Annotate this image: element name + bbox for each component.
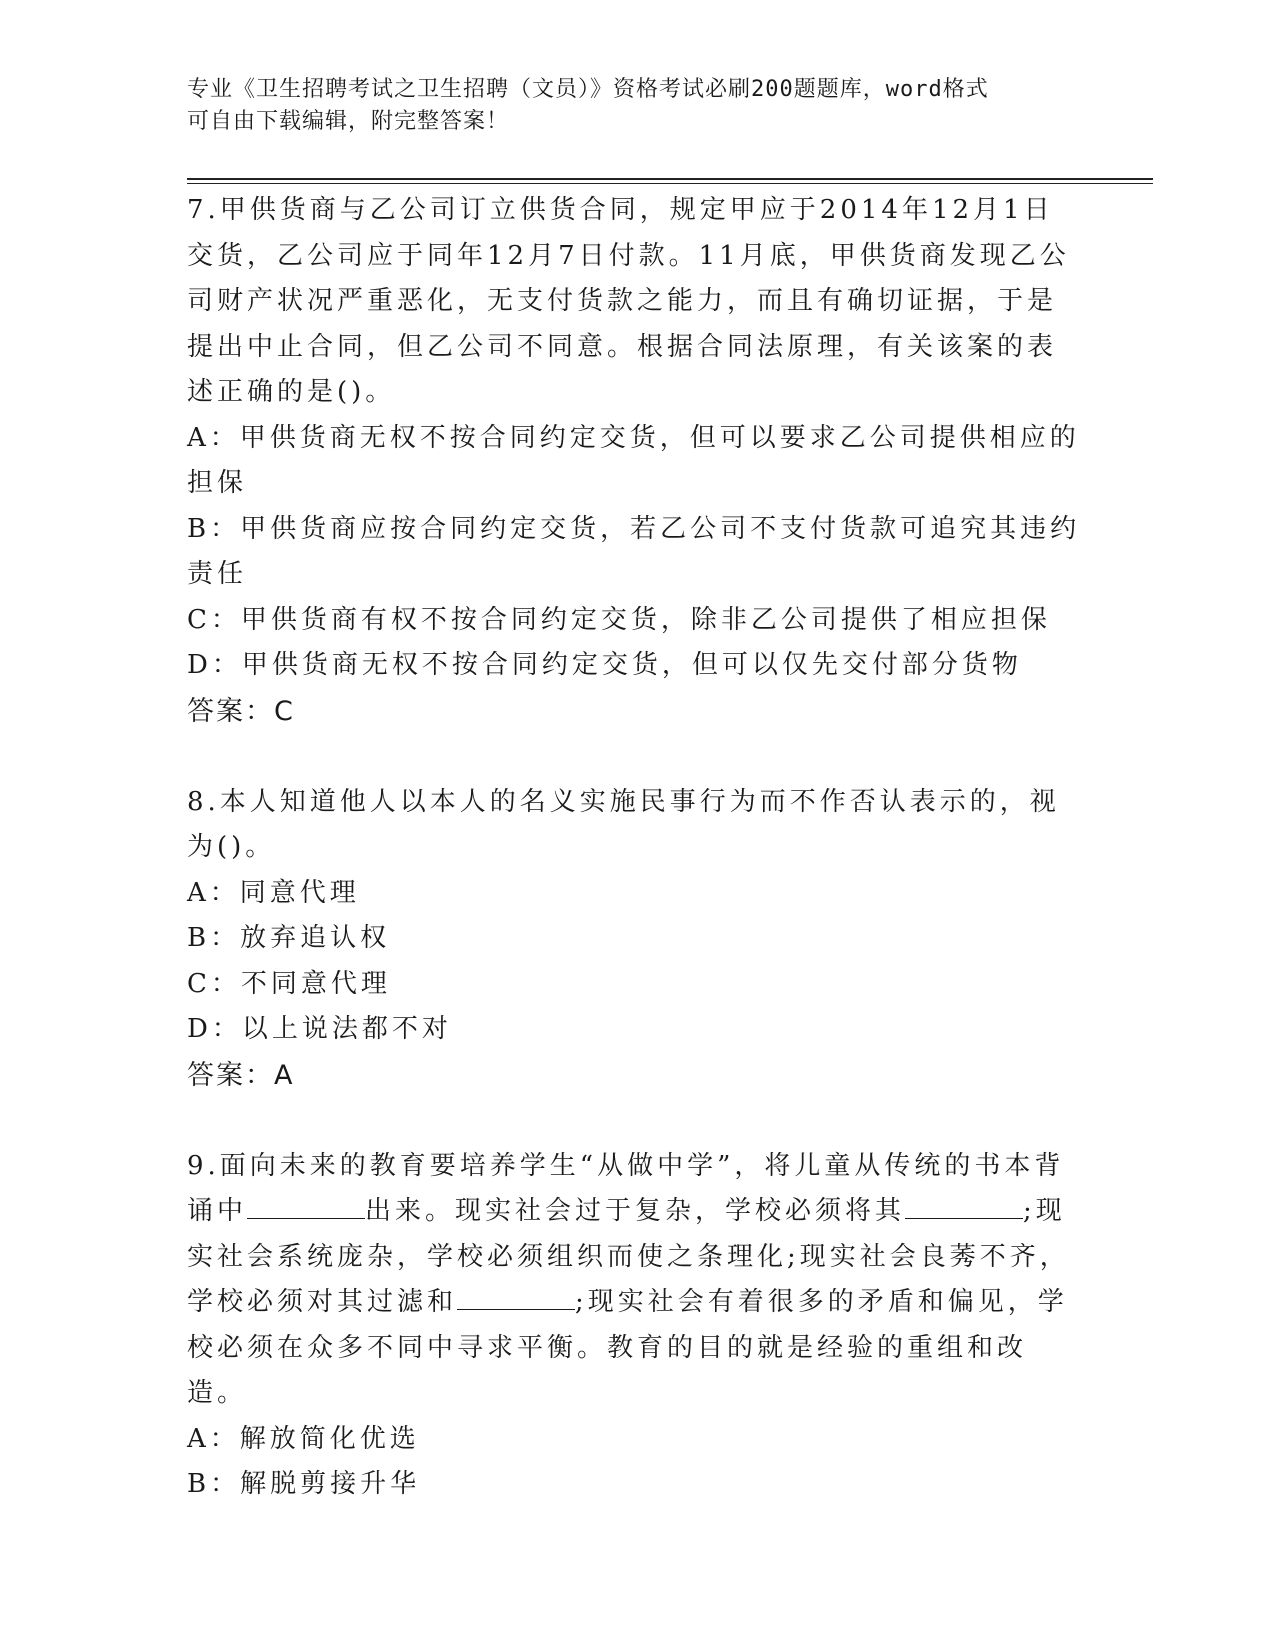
option-d: D：以上说法都不对	[187, 1014, 452, 1044]
option-a: A：同意代理	[187, 877, 360, 908]
header-divider-thin	[187, 183, 1153, 184]
stem-part-1: 9.面向未来的教育要培养学生“从做中学”，将儿童从传统的书本背诵中	[187, 1150, 1065, 1226]
header-title-line1: 专业《卫生招聘考试之卫生招聘（文员）》资格考试必刷200题题库，word格式	[187, 77, 989, 102]
question-stem	[187, 1144, 1082, 1417]
option-b: B：放弃追认权	[187, 923, 391, 953]
option-b: B：甲供货商应按合同约定交货，若乙公司不支付货款可追究其违约责任	[187, 513, 1081, 589]
header-divider-thick	[187, 178, 1153, 180]
question-spacer	[187, 1098, 1082, 1144]
option-a: A：甲供货商无权不按合同约定交货，但可以要求乙公司提供相应的担保	[187, 422, 1080, 498]
fill-blank-2	[905, 1198, 1023, 1219]
question-stem: 8.本人知道他人以本人的名义实施民事行为而不作否认表示的，视为()。	[187, 786, 1060, 862]
option-c: C：不同意代理	[187, 968, 391, 999]
option-c: C：甲供货商有权不按合同约定交货，除非乙公司提供了相应担保	[187, 604, 1051, 635]
fill-blank-3	[457, 1289, 575, 1310]
stem-part-3: ;现实社会系统庞杂，学校必须组织而使之条理化;现实社会良莠不齐，学校必须对其过滤和	[187, 1196, 1070, 1317]
question-spacer	[187, 734, 1082, 780]
option-b: B：解脱剪接升华	[187, 1469, 421, 1499]
question-stem: 7.甲供货商与乙公司订立供货合同，规定甲应于2014年12月1日交货，乙公司应于同年12月7日付款。11月底，甲供货商发现乙公司财产状况严重恶化，无支付货款之能力，而且有确切证据，于是提出中止合同，但乙公司不同意。根据合同法原理，有关该案的表述正确的是()。	[187, 195, 1070, 407]
page-header	[187, 74, 1067, 138]
option-d: D：甲供货商无权不按合同约定交货，但可以仅先交付部分货物	[187, 650, 1022, 680]
question-8	[187, 780, 1082, 1099]
stem-part-4: ;现实社会有着很多的矛盾和偏见，学校必须在众多不同中寻求平衡。教育的目的就是经验的重组和改造。	[187, 1287, 1068, 1408]
stem-part-2: 出来。现实社会过于复杂，学校必须将其	[365, 1196, 906, 1226]
answer-line: 答案：A	[187, 1059, 295, 1091]
question-list	[187, 188, 1082, 1508]
question-9	[187, 1144, 1082, 1508]
header-title-line2: 可自由下载编辑，附完整答案！	[187, 109, 510, 134]
answer-line: 答案：C	[187, 695, 295, 727]
question-7	[187, 188, 1082, 734]
option-a: A：解放简化优选	[187, 1423, 420, 1454]
fill-blank-1	[247, 1198, 365, 1219]
